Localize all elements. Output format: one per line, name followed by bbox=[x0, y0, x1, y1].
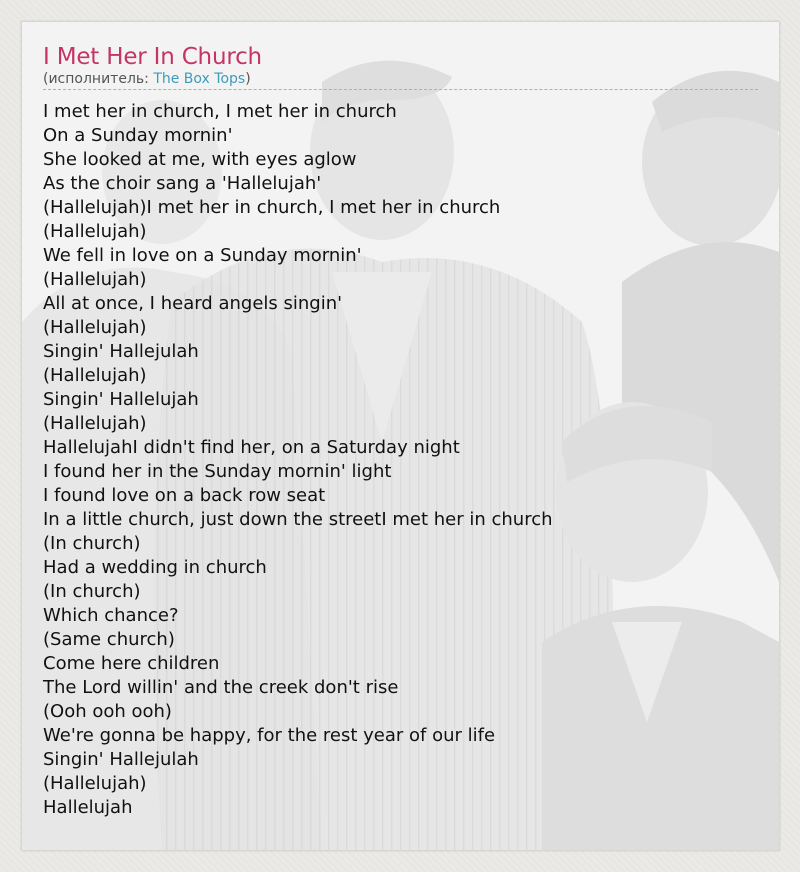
lyric-line: Which chance? bbox=[43, 605, 179, 626]
lyric-line: We fell in love on a Sunday mornin' bbox=[43, 245, 362, 266]
lyric-line: All at once, I heard angels singin' bbox=[43, 293, 343, 314]
lyric-line: On a Sunday mornin' bbox=[43, 125, 233, 146]
lyric-line: As the choir sang a 'Hallelujah' bbox=[43, 173, 322, 194]
lyrics-text bbox=[43, 100, 553, 820]
lyric-line: The Lord willin' and the creek don't rise bbox=[43, 677, 399, 698]
artist-prefix: (исполнитель: bbox=[43, 71, 154, 87]
lyric-line: Singin' Hallelujah bbox=[43, 389, 199, 410]
lyric-line: I found her in the Sunday mornin' light bbox=[43, 461, 392, 482]
lyric-line: (Same church) bbox=[43, 629, 175, 650]
lyric-line: (Hallelujah) bbox=[43, 773, 147, 794]
artist-link[interactable]: The Box Tops bbox=[153, 71, 246, 87]
lyric-line: Had a wedding in church bbox=[43, 557, 267, 578]
lyric-line: (In church) bbox=[43, 581, 141, 602]
lyric-line: (Ooh ooh ooh) bbox=[43, 701, 172, 722]
lyric-line: I met her in church, I met her in church bbox=[43, 101, 397, 122]
lyric-line: I found love on a back row seat bbox=[43, 485, 326, 506]
lyric-line: (Hallelujah) bbox=[43, 365, 147, 386]
lyric-line: She looked at me, with eyes aglow bbox=[43, 149, 357, 170]
lyric-line: We're gonna be happy, for the rest year of our life bbox=[43, 725, 496, 746]
lyric-line: (Hallelujah) bbox=[43, 413, 147, 434]
lyric-line: (Hallelujah)I met her in church, I met her in church bbox=[43, 197, 501, 218]
lyric-line: (In church) bbox=[43, 533, 141, 554]
lyric-line: HallelujahI didn't find her, on a Saturday night bbox=[43, 437, 460, 458]
lyric-line: Singin' Hallejulah bbox=[43, 341, 199, 362]
lyric-line: (Hallelujah) bbox=[43, 269, 147, 290]
lyric-line: In a little church, just down the streetI met her in church bbox=[43, 509, 553, 530]
lyric-line: Hallelujah bbox=[43, 797, 133, 818]
artist-line bbox=[43, 70, 251, 88]
artist-suffix: ) bbox=[245, 71, 251, 87]
lyrics-card bbox=[21, 21, 780, 851]
title-divider bbox=[43, 89, 758, 90]
lyric-line: Singin' Hallejulah bbox=[43, 749, 199, 770]
song-title: I Met Her In Church bbox=[43, 44, 262, 70]
lyric-line: (Hallelujah) bbox=[43, 221, 147, 242]
lyric-line: Come here children bbox=[43, 653, 220, 674]
lyric-line: (Hallelujah) bbox=[43, 317, 147, 338]
